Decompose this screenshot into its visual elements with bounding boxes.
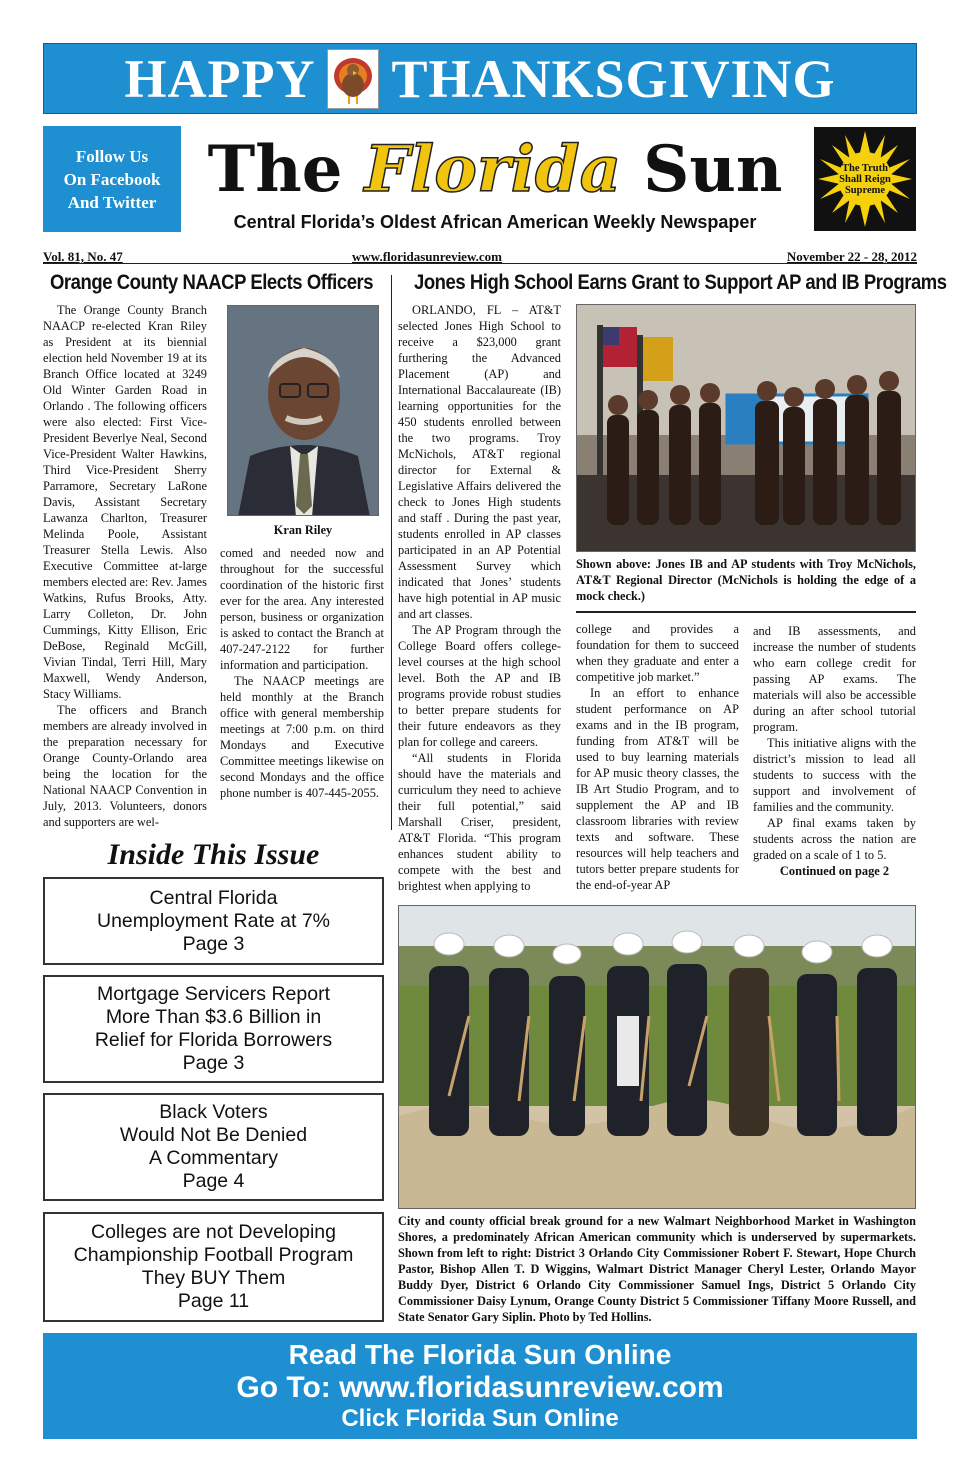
jones-paragraph: college and provides a foundation for them to succeed when they graduate and enter a competitive job market.” <box>576 622 739 684</box>
turkey-icon <box>327 49 379 109</box>
inside-this-issue-title: Inside This Issue <box>107 838 320 871</box>
inside-item-black-voters[interactable]: Black Voters Would Not Be Denied A Commentary Page 4 <box>43 1093 384 1201</box>
thanksgiving-banner <box>43 43 917 114</box>
banner-word-happy: HAPPY <box>124 48 316 109</box>
column-divider <box>391 275 392 830</box>
title-florida: Florida <box>364 132 622 207</box>
jones-paragraph: “All students in Florida should have the materials and curriculum they need to achieve their full potential,” said Marshall Criser, president, AT&T Florida. “This program enhances student ability to compete with the best and brightest when applying to <box>398 751 561 893</box>
issue-dates: November 22 - 28, 2012 <box>786 249 917 264</box>
jones-high-headline: Jones High School Earns Grant to Support AP and IB Programs <box>414 271 947 294</box>
footer-line-1: Read The Florida Sun Online <box>288 1339 672 1370</box>
naacp-headline: Orange County NAACP Elects Officers <box>50 271 374 294</box>
jones-paragraph: In an effort to enhance student performance on AP exams and in the IB program, funding from AT&T will be used to buy learning materials for AP music theory classes, the IB Art Studio Program, and to supplement the AP and IB classroom libraries with review texts and software. These resources will help teachers and tutors better prepare students for the end-of-year AP <box>576 686 739 892</box>
jones-paragraph: This initiative aligns with the district’s mission to lead all students to success with the support and involvement of families and the community. <box>753 736 916 814</box>
jones-paragraph: ORLANDO, FL – AT&T selected Jones High School to receive a $23,000 grant furthering the Advanced Placement (AP) and International Baccalaureate (IB) learning opportunities for the 450 students enrolled between the two programs. Troy McNichols, AT&T regional director for External & Legislative Affairs delivered the check to Jones High students and staff . During the past year, students enrolled in AP classes participated in an AP Potential Assessment Survey which indicated that Jones’ students have high potential in AP music and art classes. <box>398 303 561 621</box>
walmart-groundbreaking-photo <box>398 905 916 1209</box>
naacp-paragraph: comed and needed now and throughout for the successful coordination of the historic first ever for the area. Any interested person, business or organization is asked to contact the Branch at 407-247-2122 for further information and participation. <box>220 546 384 672</box>
footer-website[interactable]: Go To: www.floridasunreview.com <box>236 1371 724 1404</box>
jones-paragraph: The AP Program through the College Board offers college-level courses at the high school level. Both the AP and IB programs provide robust studies to better prepare students for their future endeavors as they plan for college and careers. <box>398 623 561 749</box>
continued-note[interactable]: Continued on page 2 <box>779 864 890 878</box>
sun-logo <box>814 127 916 231</box>
follow-us-box[interactable] <box>43 126 181 232</box>
jones-students-photo <box>576 304 916 552</box>
masthead <box>195 128 795 233</box>
newspaper-title <box>195 128 795 212</box>
naacp-column-2 <box>220 545 384 801</box>
kran-riley-caption: Kran Riley <box>273 523 333 537</box>
jones-column-1 <box>398 302 561 894</box>
volume-number: Vol. 81, No. 47 <box>43 249 123 264</box>
inside-item-mortgage[interactable]: Mortgage Servicers Report More Than $3.6 Billion in Relief for Florida Borrowers Page 3 <box>43 975 384 1083</box>
naacp-paragraph: The NAACP meetings are held monthly at the Branch office with general membership meetings at 7:00 p.m. on third Mondays and Executive Committee meetings likewise on second Mondays and the office phone number is 407-445-2055. <box>220 674 384 800</box>
title-sun: Sun <box>643 132 783 207</box>
follow-line-1: Follow Us <box>75 146 149 166</box>
jones-photo-caption: Shown above: Jones IB and AP students with Troy McNichols, AT&T Regional Director (McNichols is holding the edge of a mock check.) <box>576 557 916 603</box>
jones-paragraph: AP final exams taken by students across the nation are graded on a scale of 1 to 5. <box>753 816 916 862</box>
jones-paragraph: and IB assessments, and increase the number of students who earn college credit for passing AP exams. The materials will also be accessible during an after school tutorial program. <box>753 624 916 734</box>
kran-riley-photo <box>227 305 379 516</box>
follow-line-3: And Twitter <box>67 192 157 212</box>
inside-item-colleges-football[interactable]: Colleges are not Developing Championship Football Program They BUY Them Page 11 <box>43 1212 384 1322</box>
inside-item-unemployment[interactable]: Central Florida Unemployment Rate at 7% Page 3 <box>43 877 384 965</box>
read-online-footer[interactable] <box>43 1333 917 1439</box>
naacp-paragraph: The Orange County Branch NAACP re-elected Kran Riley as President at its biennial election held November 19 at its Branch Office located at 3249 Old Winter Garden Road in Orlando . The following officers were also elected: First Vice-President Beverlye Neal, Second Vice-President Walter Hawkins, Third Vice-President Sherry Parramore, Secretary LaRone Davis, Assistant Secretary Lawanza Charlton, Treasurer Melinda Poole, Assistant Treasurer Stella Lewis. Also Executive Committee at-large members elected are: Rev. James Watkins, Rufus Brooks, Atty. Larry Colleton, Dr. John Cummings, Kitty Ellison, Eric DeBose, Reginald McGill, Vivian Tindal, Terri Hill, Mary Maxwell, Wendy Anderson, Stacy Williams. <box>43 303 207 701</box>
website-link[interactable]: www.floridasunreview.com <box>352 249 502 264</box>
footer-line-3: Click Florida Sun Online <box>341 1405 619 1432</box>
banner-word-thanksgiving: THANKSGIVING <box>391 48 836 109</box>
jones-column-2 <box>576 621 739 893</box>
jones-column-3 <box>753 623 916 879</box>
follow-line-2: On Facebook <box>63 169 161 189</box>
issue-info-line <box>43 249 917 264</box>
walmart-photo-caption: City and county official break ground for a new Walmart Neighborhood Market in Washington Shores, a predominately African American community which is underserved by supermarkets. Shown from left to right: District 3 Orlando City Commissioner Robert F. Stewart, Hope Church Pastor, Bishop Allen T. D Wiggins, Walmart District Manager Cheryl Lester, Orlando Mayor Buddy Dyer, District 6 Orlando City Commissioner Samuel Ings, District 5 Orlando City Commissioner Daisy Lynum, Orange County District 5 Commissioner Tiffany Moore Russell, and State Senator Gary Siplin. Photo by Ted Hollins. <box>398 1214 916 1324</box>
title-the: The <box>207 132 343 207</box>
newspaper-subtitle: Central Florida’s Oldest African American Weekly Newspaper <box>233 212 757 232</box>
sun-motto: The Truth Shall Reign Supreme <box>839 162 891 196</box>
caption-rule <box>576 611 916 613</box>
naacp-paragraph: The officers and Branch members are already involved in the preparation necessary for Orange County-Orlando area being the location for the National NAACP Convention in July, 2013. Volunteers, donors and supporters are wel- <box>43 703 207 829</box>
naacp-column-1 <box>43 302 207 830</box>
